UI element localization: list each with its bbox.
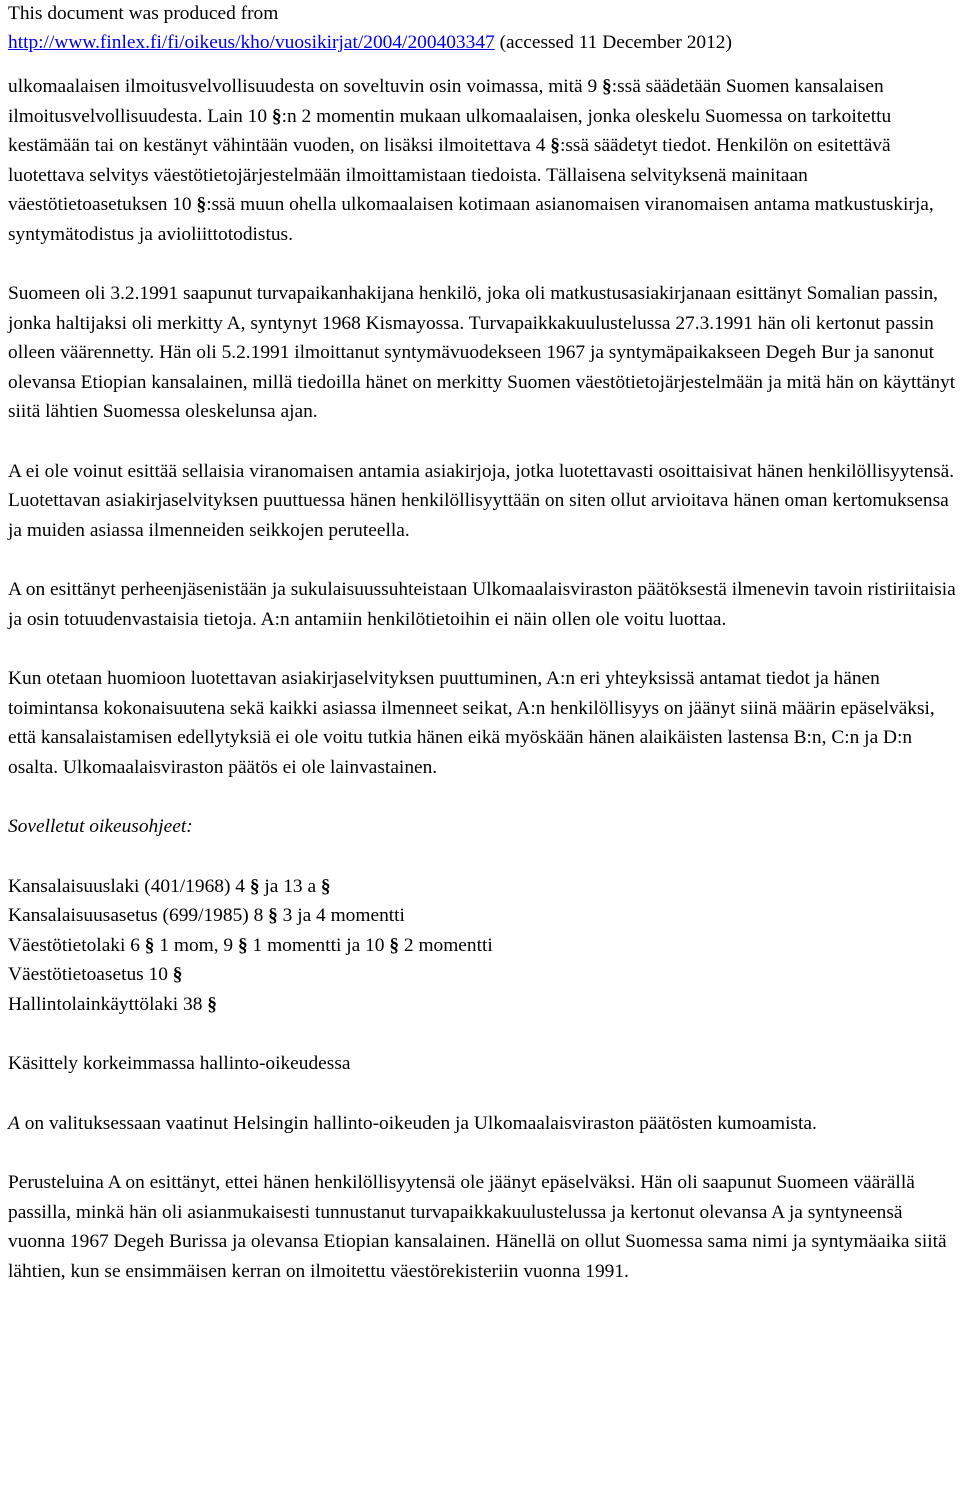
paragraph-arrival: Suomeen oli 3.2.1991 saapunut turvapaikanhakijana henkilö, joka oli matkustusasiakirjanaan esittänyt Somalian passin, jonka haltijaksi oli merkitty A, syntynyt 1968 Kismayossa. Turvapaikkakuulustelussa 27.3.1991 hän oli kertonut passin olleen väärennetty. Hän oli 5.2.1991 ilmoittanut syntymävuodekseen 1967 ja syntymäpaikakseen Degeh Bur ja sanonut olevansa Etiopian kansalainen, millä tiedoilla hänet on merkitty Suomen väestötietojärjestelmään ja mitä hän on käyttänyt siitä lähtien Suomessa oleskelunsa ajan. [8, 283, 956, 422]
applied-law-heading [8, 812, 960, 842]
appeal-text: on valituksessaan vaatinut Helsingin hallinto-oikeuden ja Ulkomaalaisviraston päätösten kumoamista. [19, 1112, 817, 1134]
document-page [8, 0, 960, 1286]
law-text: 2 momentti [399, 934, 493, 956]
law-text: Väestötietoasetus 10 [8, 964, 173, 985]
law-item [8, 990, 960, 1020]
paragraph-grounds: Perusteluina A on esittänyt, ettei hänen henkilöllisyytensä ole jäänyt epäselväksi. Hän oli saapunut Suomeen väärällä passilla, minkä hän oli asianmukaisesti tunnustanut turvapaikkakuulustelussa ja kertonut olevansa A ja syntyneensä vuonna 1967 Degeh Burissa ja olevansa Etiopian kansalainen. Hänellä on ollut Suomessa sama nimi ja syntymäaika siitä lähtien, kun se ensimmäisen kerran on ilmoitettu väestörekisteriin vuonna 1991. [8, 1172, 947, 1282]
law-list [8, 872, 960, 1020]
section-sign: § [271, 105, 282, 127]
paragraph-contradictions: A on esittänyt perheenjäsenistään ja sukulaisuussuhteistaan Ulkomaalaisviraston päätöksestä ilmenevin tavoin ristiriitaisia ja osin totuudenvastaisia tietoja. A:n antamiin henkilötietoihin ei näin ollen ole voitu luottaa. [8, 579, 956, 630]
law-text: Väestötietolaki 6 [8, 934, 145, 956]
produced-from-text: This document was produced from [8, 3, 279, 24]
law-text: ja 13 a [259, 875, 321, 897]
section-sign: § [237, 934, 248, 956]
paragraph-notification-duty [8, 72, 960, 249]
law-text: Kansalaisuusasetus (699/1985) 8 [8, 905, 269, 926]
section-sign: § [196, 194, 207, 215]
law-text: Hallintolainkäyttölaki 38 [8, 993, 208, 1015]
section-sign: § [268, 905, 278, 926]
proceedings-heading: Käsittely korkeimmassa hallinto-oikeudessa [8, 1053, 351, 1074]
section-sign: § [550, 135, 560, 156]
text-segment: :ssä säädetyt tiedot. Henkilön on esitettävä luotettava selvitys väestötietojärjestelmään ilmoittamistaan tiedoista. Tällaisena selvityksenä mainitaan väestötietoasetuksen 10 [8, 135, 891, 215]
section-sign: § [602, 76, 612, 97]
law-item [8, 931, 960, 961]
paragraph-appeal [8, 1109, 960, 1139]
text-segment: :ssä muun ohella ulkomaalaisen kotimaan asianomaisen viranomaisen antama matkustuskirja, syntymätodistus ja avioliittotodistus. [8, 194, 934, 245]
law-text: 1 mom, 9 [154, 934, 238, 956]
law-item [8, 872, 960, 902]
law-text: 1 momentti ja 10 [247, 934, 390, 956]
law-item [8, 901, 960, 931]
law-item [8, 960, 960, 990]
document-header [8, 0, 960, 57]
paragraph-conclusion: Kun otetaan huomioon luotettavan asiakirjaselvityksen puuttuminen, A:n eri yhteyksissä antamat tiedot ja hänen toimintansa kokonaisuutena sekä kaikki asiassa ilmenneet seikat, A:n henkilöllisyys on jäänyt siinä määrin epäselväksi, että kansalaistamisen edellytyksiä ei ole voitu tutkia hänen eikä myöskään hänen alaikäisten lastensa B:n, C:n ja D:n osalta. Ulkomaalaisviraston päätös ei ole lainvastainen. [8, 668, 935, 778]
accessed-date: (accessed 11 December 2012) [494, 32, 732, 53]
law-text: 3 ja 4 momentti [277, 905, 405, 926]
source-line [8, 28, 960, 57]
document-body [8, 72, 960, 1286]
section-sign: § [144, 934, 155, 956]
section-sign: § [389, 934, 400, 956]
section-sign: § [320, 875, 331, 897]
text-segment: :ssä säädetään Suomen kansalaisen ilmoitusvelvollisuudesta. Lain 10 [8, 76, 884, 127]
text-segment: :n 2 momentin mukaan ulkomaalaisen, jonka oleskelu Suomessa on tarkoitettu kestämään tai on kestänyt vähintään vuoden, on lisäksi ilmoitettava 4 [8, 105, 892, 156]
paragraph-documents: A ei ole voinut esittää sellaisia viranomaisen antamia asiakirjoja, jotka luotettavasti osoittaisivat hänen henkilöllisyytensä. Luotettavan asiakirjaselvityksen puuttuessa hänen henkilöllisyyttään on siten ollut arvioitava hänen oman kertomuksensa ja muiden asiassa ilmenneiden seikkojen peruteella. [8, 460, 955, 541]
text-segment: ulkomaalaisen ilmoitusvelvollisuudesta on soveltuvin osin voimassa, mitä 9 [8, 76, 603, 97]
appellant-letter: A [8, 1112, 20, 1134]
source-link[interactable]: http://www.finlex.fi/fi/oikeus/kho/vuosikirjat/2004/200403347 [8, 32, 495, 53]
section-sign: § [172, 964, 183, 985]
applied-law-heading-text: Sovelletut oikeusohjeet: [8, 816, 193, 837]
section-sign: § [249, 875, 260, 897]
section-sign: § [207, 993, 217, 1015]
law-text: Kansalaisuuslaki (401/1968) 4 [8, 875, 250, 897]
